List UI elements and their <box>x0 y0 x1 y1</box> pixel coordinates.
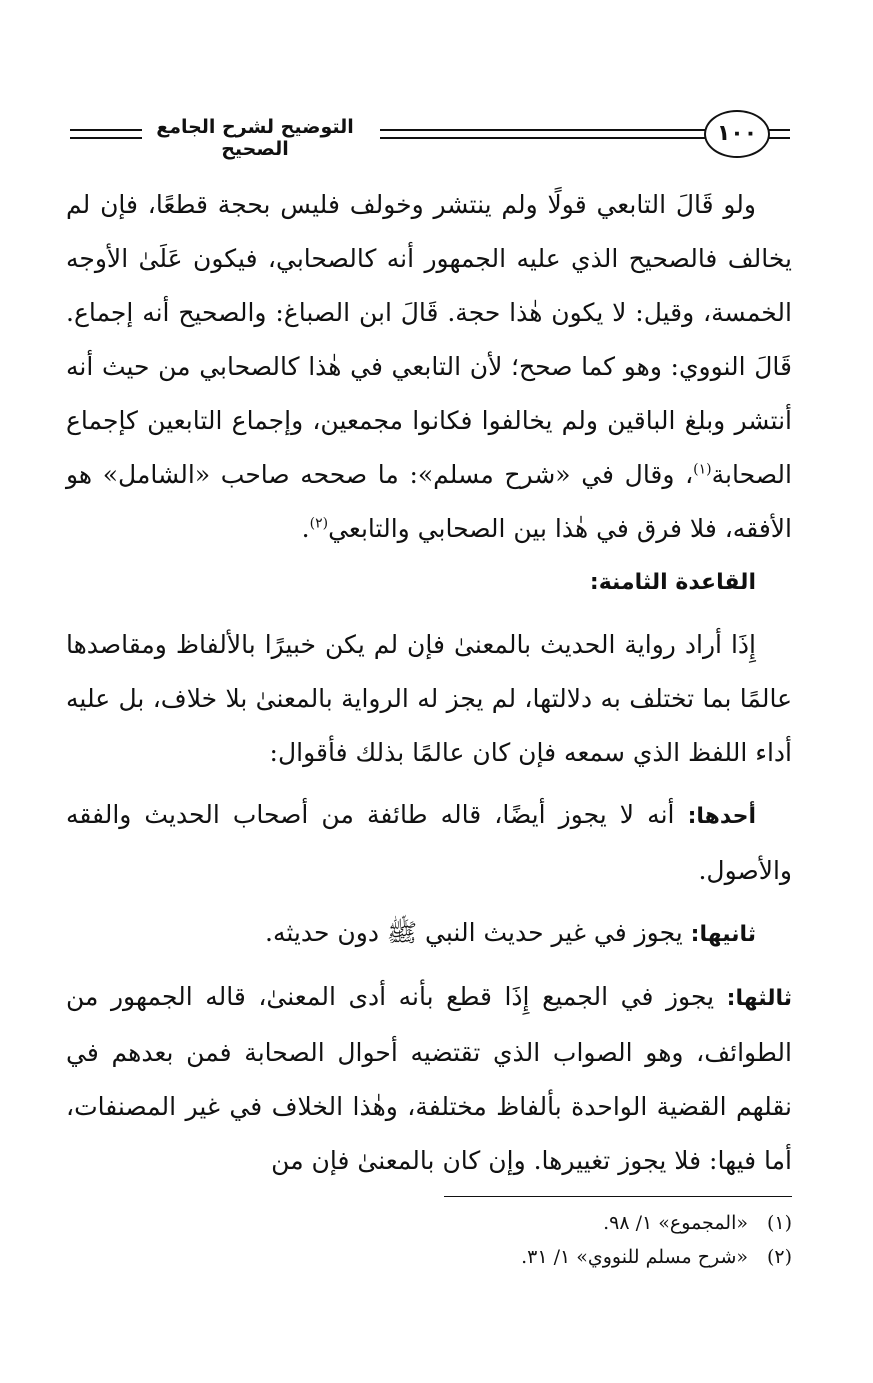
paragraph-3 <box>66 788 792 898</box>
footnote-ref-2: (٢) <box>309 515 329 532</box>
paragraph-1-continued: ، وقال في «شرح مسلم»: ما صححه صاحب «الشامل» هو الأفقه، فلا فرق في هٰذا بين الصحابي والتابعي <box>66 460 792 543</box>
footnotes <box>92 1206 792 1274</box>
footnote-ref-1: (١) <box>693 461 712 478</box>
paragraph-3-lead: أحدها: <box>687 804 756 829</box>
page-header <box>60 110 790 162</box>
header-ornament-right <box>768 129 790 139</box>
paragraph-5-lead: ثالثها: <box>726 986 792 1011</box>
footnote-2-number: (٢) <box>766 1246 792 1268</box>
page-number: ١٠٠ <box>704 110 770 158</box>
paragraph-3-text: أنه لا يجوز أيضًا، قاله طائفة من أصحاب الحديث والفقه والأصول. <box>66 800 792 885</box>
footnote-1-text: «المجموع» ١/ ٩٨. <box>603 1212 748 1234</box>
footnote-2-text: «شرح مسلم للنووي» ١/ ٣١. <box>521 1246 748 1268</box>
footnote-1 <box>92 1206 792 1240</box>
paragraph-4-lead: ثانيها: <box>690 922 756 947</box>
footnote-1-number: (١) <box>766 1212 792 1234</box>
paragraph-1-end: . <box>301 514 310 543</box>
paragraph-5 <box>66 970 792 1188</box>
header-rule-long <box>380 129 705 139</box>
main-text <box>66 178 792 1188</box>
paragraph-4-text: يجوز في غير حديث النبي ﷺ دون حديثه. <box>265 918 691 947</box>
paragraph-1 <box>66 178 792 556</box>
paragraph-5-text: يجوز في الجميع إِذَا قطع بأنه أدى المعنىٰ، قاله الجمهور من الطوائف، وهو الصواب الذي تقتضيه أحوال الصحابة فمن بعدهم في نقلهم القضية الواحدة بألفاظ مختلفة، وهٰذا الخلاف في غير المصنفات، أما فيها: فلا يجوز تغييرها. وإن كان بالمعنىٰ فإن من <box>66 982 792 1175</box>
paragraph-4 <box>66 906 792 962</box>
header-rule-short <box>70 129 142 139</box>
paragraph-2: إِذَا أراد رواية الحديث بالمعنىٰ فإن لم يكن خبيرًا بالألفاظ ومقاصدها عالمًا بما تختلف به دلالتها، لم يجز له الرواية بالمعنىٰ بلا خلاف، بل عليه أداء اللفظ الذي سمعه فإن كان عالمًا بذلك فأقوال: <box>66 630 792 767</box>
footnote-separator <box>444 1196 792 1197</box>
paragraph-1-text: ولو قَالَ التابعي قولًا ولم ينتشر وخولف فليس بحجة قطعًا، فإن لم يخالف فالصحيح الذي عليه الجمهور أنه كالصحابي، فيكون عَلَىٰ الأوجه الخمسة، وقيل: لا يكون هٰذا حجة. قَالَ ابن الصباغ: والصحيح أنه إجماع. قَالَ النووي: وهو كما صحح؛ لأن التابعي في هٰذا كالصحابي من حيث أنه أنتشر وبلغ الباقين ولم يخالفوا فكانوا مجمعين، وإجماع التابعين كإجماع الصحابة <box>66 190 792 489</box>
footnote-2 <box>92 1240 792 1274</box>
section-heading: القاعدة الثامنة: <box>589 570 756 595</box>
running-title: التوضيح لشرح الجامع الصحيح <box>156 116 354 160</box>
